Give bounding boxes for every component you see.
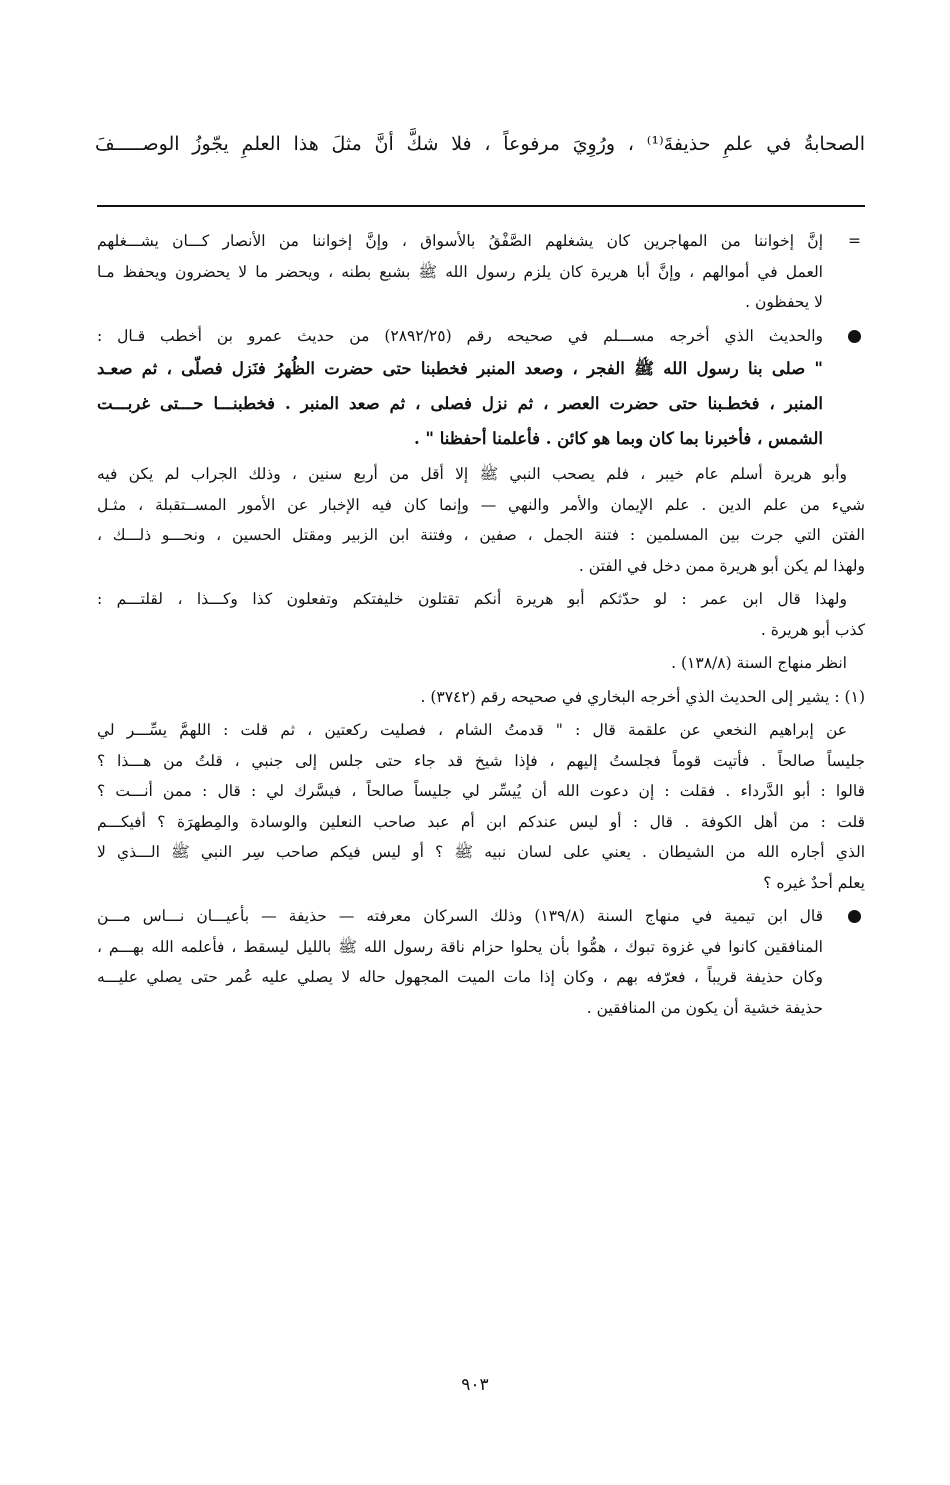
text-line: وأبو هريرة أسلم عام خيبر ، فلم يصحب النبي ﷺ إلا أقل من أربع سنين ، وذلك الجراب لم يكن فيه [97,465,847,483]
hadith-text-line: المنبر ، فخطـبنا حتى حضرت العصر ، ثم نزل فصلى ، ثم صعد المنبر . فخطبنـــا حـــتى غربـــت [97,394,823,413]
text-line: لا يحفظون . [745,293,823,311]
abu-hurayra-paragraph [97,459,865,581]
bullet-icon [848,910,861,923]
muslim-hadith-paragraph [97,321,865,457]
text-line: يعلم أحدٌ غيره ؟ [763,873,865,892]
text-line: قلت : من أهل الكوفة . قال : أو ليس عندكم ابن أم عبد صاحب النعلين والوسادة والمِطهرَة ؟ أفيكـــم [97,812,865,831]
continuation-paragraph [97,226,865,318]
hadith-text-line: الشمس ، فأخبرنا بما كان وبما هو كائن . فأعلمنا أحفظنا " . [413,429,823,448]
text-line: قالوا : أبو الدَّرداء . فقلت : إن دعوت الله أن يُيسِّر لي جليساً صالحاً ، فيسَّرك لي : قال : ممن أنـــت ؟ [97,782,865,800]
text-line: كذب أبو هريرة . [760,620,865,639]
footnote-separator [97,205,865,207]
ibn-taymiyya-paragraph [97,901,865,1023]
text-line: المنافقين كانوا في غزوة تبوك ، همُّوا بأن يحلوا حزام ناقة رسول الله ﷺ بالليل ليسقط ، فأعلمه الله بهـــم ، [97,937,823,956]
text-line: شيء من علم الدين . علم الإيمان والأمر والنهي — وإنما كان فيه الإخبار عن الأمور المســتقبلة ، مثـل [97,495,865,514]
text-line: إنَّ إخواننا من المهاجرين كان يشغلهم الصَّفْقُ بالأسواق ، وإنَّ إخواننا من الأنصار كـــان يشـــغلهم [97,232,823,250]
text-line: ولهذا لم يكن أبو هريرة ممن دخل في الفتن . [578,556,865,575]
reference-line: انظر منهاج السنة (١٣٨/٨) . [671,654,847,672]
ibrahim-paragraph [97,715,865,898]
hadith-text-line: " صلى بنا رسول الله ﷺ الفجر ، وصعد المنبر فخطبنا حتى حضرت الظُهرُ فنَزل فصلّى ، ثم صعـد [97,359,823,378]
text-line: جليساً صالحاً . فأتيت قوماً فجلستُ إليهم ، فإذا شيخ قد جاء حتى جلس إلى جنبي ، قلتُ من هـــذا ؟ [97,751,865,770]
text-line: العمل في أموالهم ، وإنَّ أبا هريرة كان يلزم رسول الله ﷺ بشبع بطنه ، ويحضر ما لا يحضرون ويحفظ مـا [97,262,823,281]
text-line: الذي أجاره الله من الشيطان . يعني على لسان نبيه ﷺ ؟ أو ليس فيكم صاحب سِر النبي ﷺ الـــذي لا [97,843,865,861]
text-line: حذيفة خشية أن يكون من المنافقين . [586,998,823,1017]
text-line: عن إبراهيم النخعي عن علقمة قال : " قدمتُ الشام ، فصليت ركعتين ، ثم قلت : اللهمَّ يسِّـــر لي [97,721,847,739]
text-line: الفتن التي جرت بين المسلمين : فتنة الجمل ، صفين ، وفتنة ابن الزبير ومقتل الحسين ، ونحـــو ذلـــك ، [97,526,865,544]
main-text-line: الصحابةُ في علمِ حذيفةَ⁽¹⁾ ، ورُوِيَ مرفوعاً ، فلا شكَّ أنَّ مثلَ هذا العلمِ يجّوزُ الوصـــــفَ [95,133,865,155]
bullet-icon [848,330,861,343]
text-line: والحديث الذي أخرجه مســـلم في صحيحه رقم (٢٨٩٢/٢٥) من حديث عمرو بن أخطب قـال : [97,326,823,345]
page-number: ٩٠٣ [461,1375,489,1395]
continuation-mark: = [848,232,861,250]
text-line: ولهذا قال ابن عمر : لو حدّثكم أبو هريرة أنكم تقتلون خليفتكم وتفعلون كذا وكـــذا ، لقلتـــم : [97,590,847,608]
text-line: قال ابن تيمية في منهاج السنة (١٣٩/٨) وذلك السركان معرفته — حذيفة — بأعيـــان نـــاس مـــن [97,907,823,925]
footnote-one: (١) : يشير إلى الحديث الذي أخرجه البخاري في صحيحه رقم (٣٧٤٢) . [420,687,865,706]
footnotes-section [97,226,865,1023]
text-line: وكان حذيفة قريباً ، فعرّفه بهم ، وكان إذا مات الميت المجهول حاله لا يصلي عليه عُمر حتى يصلي عليـــه [97,968,823,986]
ibn-umar-paragraph [97,584,865,645]
